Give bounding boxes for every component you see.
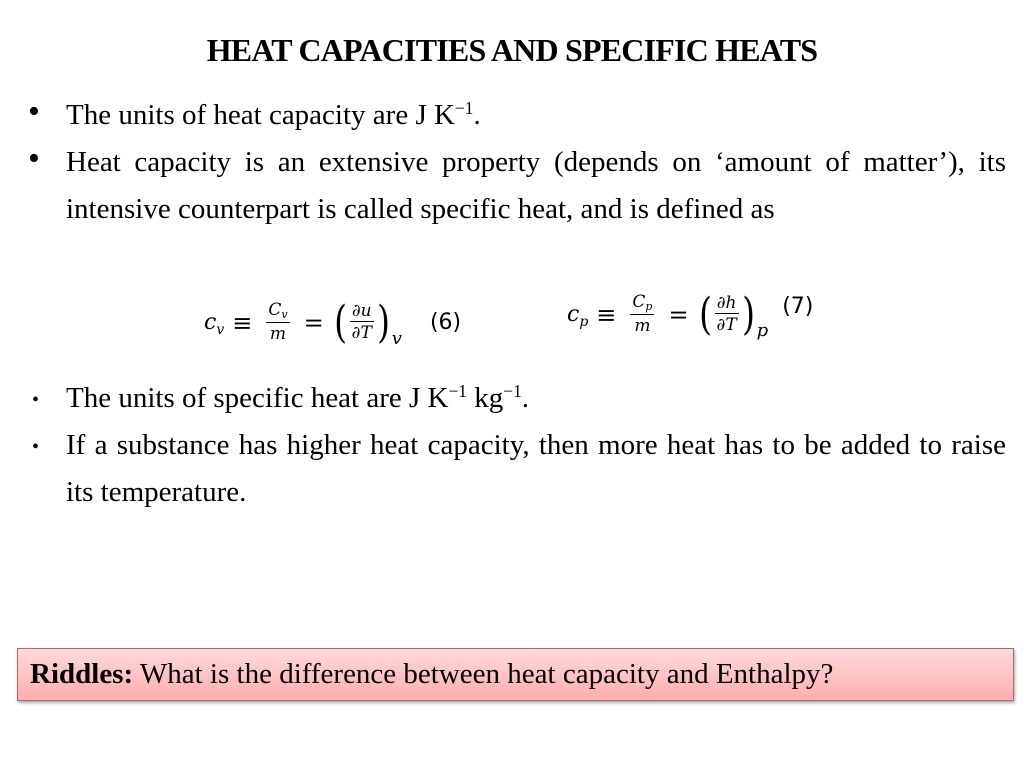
bullet-text: The units of specific heat are J K bbox=[66, 382, 449, 414]
left-paren: ( bbox=[698, 288, 712, 340]
equations-row bbox=[0, 288, 1024, 372]
frac-den: m bbox=[269, 324, 287, 344]
bullet-text: Heat capacity is an extensive property (depends on ‘amount of matter’), its intensive counterpart is called specific heat, and is defined as bbox=[66, 146, 1006, 225]
superscript: −1 bbox=[454, 98, 474, 119]
bullet-heat-capacity-units bbox=[28, 92, 1006, 139]
deriv-num: ∂h bbox=[716, 293, 737, 313]
unit-kg: kg bbox=[467, 382, 504, 414]
bullet-icon: • bbox=[28, 140, 40, 177]
deriv-sub: p bbox=[756, 320, 769, 341]
fraction bbox=[630, 292, 654, 337]
equation-label: (7) bbox=[782, 294, 814, 319]
riddle-question: What is the difference between heat capacity and Enthalpy? bbox=[133, 658, 834, 690]
eq-lhs-sub: v bbox=[216, 321, 225, 338]
bullet-specific-heat-units bbox=[28, 375, 1006, 422]
bullet-icon: • bbox=[32, 436, 40, 458]
bullet-icon: • bbox=[32, 389, 40, 411]
superscript: −1 bbox=[503, 381, 522, 402]
bullet-list-top bbox=[28, 92, 1006, 233]
deriv-num: ∂u bbox=[351, 301, 372, 321]
bullet-text: The units of heat capacity are J K bbox=[66, 99, 455, 131]
equals-symbol: = bbox=[668, 300, 689, 329]
frac-num: C bbox=[632, 292, 646, 312]
bullet-list-bottom bbox=[28, 375, 1006, 516]
deriv-den: ∂T bbox=[351, 323, 372, 343]
riddle-box bbox=[17, 648, 1014, 701]
equation-7 bbox=[567, 288, 814, 341]
punctuation: . bbox=[473, 99, 481, 131]
frac-num-sub: p bbox=[645, 300, 653, 313]
fraction bbox=[266, 300, 289, 345]
eq-lhs-sub: p bbox=[579, 313, 589, 330]
bullet-higher-heat-capacity bbox=[28, 422, 1006, 516]
equiv-symbol: ≡ bbox=[232, 308, 253, 337]
deriv-den: ∂T bbox=[716, 315, 737, 335]
left-paren: ( bbox=[333, 296, 347, 348]
equation-label: (6) bbox=[429, 310, 462, 335]
deriv-sub: v bbox=[391, 328, 402, 349]
bullet-icon: • bbox=[28, 93, 40, 130]
frac-num: C bbox=[268, 300, 282, 320]
equiv-symbol: ≡ bbox=[596, 300, 617, 329]
bullet-text: If a substance has higher heat capacity, then more heat has to be added to raise its temperature. bbox=[66, 429, 1006, 508]
frac-num-sub: v bbox=[281, 308, 288, 321]
derivative bbox=[350, 301, 374, 344]
superscript: −1 bbox=[448, 381, 468, 402]
eq-lhs: c bbox=[567, 302, 580, 327]
slide-title: HEAT CAPACITIES AND SPECIFIC HEATS bbox=[206, 32, 818, 68]
right-paren: ) bbox=[741, 288, 755, 340]
frac-den: m bbox=[634, 316, 651, 336]
equation-6 bbox=[204, 296, 462, 349]
eq-lhs: c bbox=[204, 310, 217, 335]
equals-symbol: = bbox=[303, 308, 324, 337]
derivative bbox=[715, 293, 739, 336]
right-paren: ) bbox=[376, 296, 390, 348]
riddle-label: Riddles: bbox=[30, 658, 134, 690]
bullet-extensive-property bbox=[28, 139, 1006, 233]
punctuation: . bbox=[521, 382, 530, 414]
